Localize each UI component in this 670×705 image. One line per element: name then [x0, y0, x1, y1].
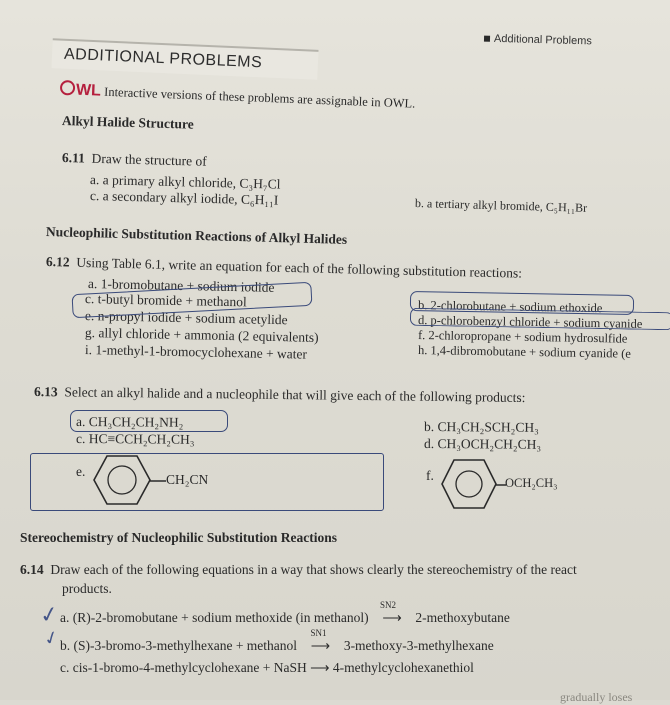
problem-6-12-g: g. allyl chloride + ammonia (2 equivalents)	[84, 325, 319, 345]
problem-6-13-c: c. HC≡CCH₂CH₂CH₃	[75, 431, 195, 447]
problem-6-12-h: h. 1,4-dibromobutane + sodium cyanide (e	[417, 343, 632, 361]
problem-6-12: 6.12 Using Table 6.1, write an equation for each of the following substitution reactions:	[45, 254, 523, 281]
problem-6-12-c: c. t-butyl bromide + methanol	[84, 291, 247, 310]
problem-6-13-f-label: f.	[426, 468, 434, 483]
hand-drawn-circle	[70, 410, 228, 432]
arrow-icon: ⟶	[310, 660, 330, 675]
problem-6-13-e-substituent: CH₂CN	[166, 472, 209, 487]
problem-6-12-i: i. 1-methyl-1-bromocyclohexane + water	[84, 342, 308, 362]
owl-ring-icon	[60, 80, 76, 96]
arrow-icon: ⟶	[310, 638, 331, 653]
running-head: Additional Problems	[484, 33, 592, 48]
problem-6-14-prompt-cont: products.	[62, 581, 112, 596]
problem-6-13-e-label: e.	[76, 464, 86, 479]
owl-logo: WL	[60, 81, 101, 100]
problem-6-12-a: a. 1-bromobutane + sodium iodide	[87, 276, 275, 295]
problem-6-12-b: b. 2-chlorobutane + sodium ethoxide	[417, 298, 603, 316]
bullet-icon	[484, 36, 490, 42]
problem-6-11-a: a. a primary alkyl chloride, C₃H₇Cl	[89, 172, 281, 192]
problem-6-14-c: c. cis-1-bromo-4-methylcyclohexane + NaSH ⟶ 4-methylcyclohexanethiol	[60, 660, 474, 675]
problem-6-14-b: b. (S)-3-bromo-3-methylhexane + methanol SN1 ⟶ 3-methoxy-3-methylhexane	[60, 628, 494, 653]
problem-6-12-f: f. 2-chloropropane + sodium hydrosulfide	[417, 328, 628, 346]
section-heading: Alkyl Halide Structure	[61, 113, 194, 132]
checkmark-icon: ✓	[40, 626, 62, 651]
checkmark-icon: ✓	[37, 600, 61, 629]
cut-off-text: gradually loses	[560, 690, 633, 704]
arrow-icon: ⟶	[382, 610, 402, 625]
owl-line: WL Interactive versions of these problems are assignable in OWL.	[60, 80, 416, 113]
problem-6-11: 6.11 Draw the structure of	[61, 150, 207, 169]
problem-6-12-e: e. n-propyl iodide + sodium acetylide	[84, 308, 288, 328]
problem-6-13-b: b. CH₃CH₂SCH₂CH₃	[423, 419, 539, 435]
problem-6-11-c: c. a secondary alkyl iodide, C₆H₁₁I	[89, 188, 279, 208]
benzene-ring-e	[92, 452, 152, 508]
section-heading: Nucleophilic Substitution Reactions of Alkyl Halides	[45, 224, 348, 247]
benzene-ring-f	[440, 456, 498, 512]
bond-line	[150, 478, 166, 484]
problem-6-12-d: d. p-chlorobenzyl chloride + sodium cyanide	[417, 313, 643, 331]
problem-6-13-a: a. CH₃CH₂CH₂NH₂	[75, 414, 184, 430]
section-banner: ADDITIONAL PROBLEMS	[51, 38, 318, 80]
problem-6-14-a: a. (R)-2-bromobutane + sodium methoxide (in methanol) SN2 ⟶ 2-methoxybutane	[60, 600, 510, 625]
problem-6-13-d: d. CH₃OCH₂CH₂CH₃	[423, 436, 542, 452]
problem-6-11-b: b. a tertiary alkyl bromide, C₅H₁₁Br	[414, 196, 588, 215]
problem-6-13-f-substituent: OCH₂CH₃	[505, 476, 558, 490]
problem-6-14: 6.14 Draw each of the following equations in a way that shows clearly the stereochemistry of the react	[20, 562, 577, 577]
section-heading: Stereochemistry of Nucleophilic Substitution Reactions	[20, 530, 337, 545]
problem-6-13: 6.13 Select an alkyl halide and a nucleophile that will give each of the following products:	[33, 384, 526, 406]
